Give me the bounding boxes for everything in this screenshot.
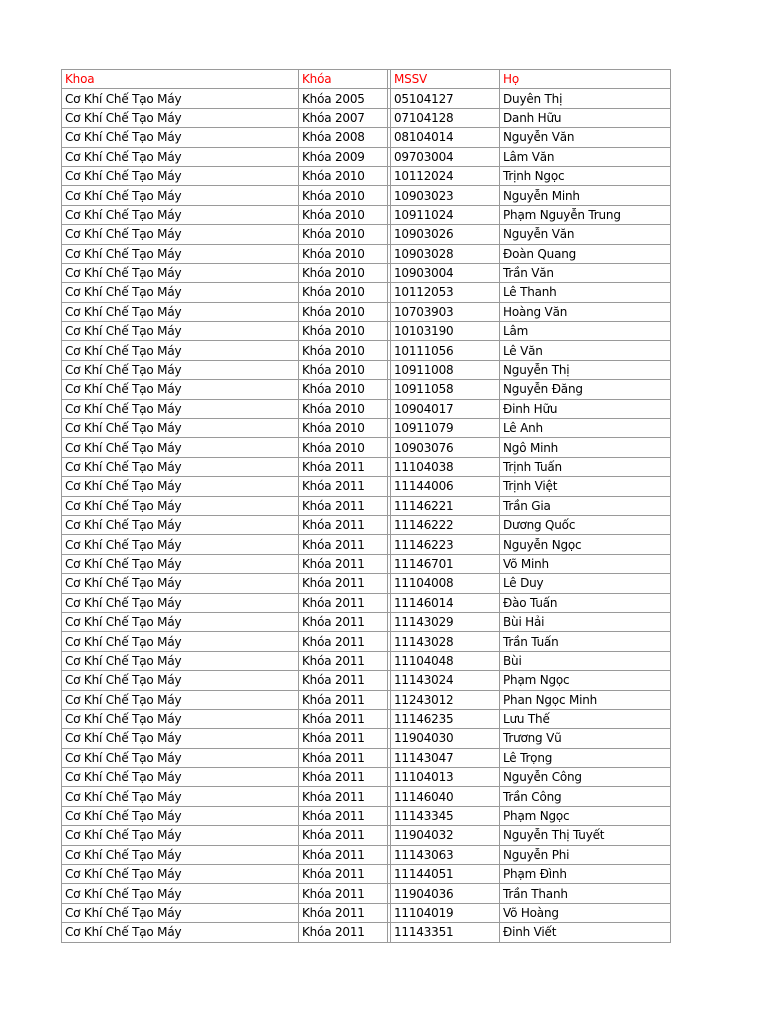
cell-mssv: 11104048 — [391, 651, 500, 670]
cell-khoahoc: Khóa 2011 — [299, 457, 388, 476]
cell-mssv: 11146223 — [391, 535, 500, 554]
cell-khoa: Cơ Khí Chế Tạo Máy — [62, 477, 299, 496]
cell-khoahoc: Khóa 2011 — [299, 923, 388, 942]
cell-khoahoc: Khóa 2011 — [299, 535, 388, 554]
cell-khoa: Cơ Khí Chế Tạo Máy — [62, 419, 299, 438]
table-row — [62, 457, 671, 476]
cell-khoa: Cơ Khí Chế Tạo Máy — [62, 593, 299, 612]
table-row — [62, 263, 671, 282]
table-row — [62, 787, 671, 806]
cell-mssv: 05104127 — [391, 89, 500, 108]
table-row — [62, 574, 671, 593]
cell-ho: Ngô Minh — [500, 438, 671, 457]
table-row — [62, 477, 671, 496]
cell-mssv: 10903028 — [391, 244, 500, 263]
cell-khoahoc: Khóa 2010 — [299, 244, 388, 263]
cell-ho: Lê Anh — [500, 419, 671, 438]
table-row — [62, 244, 671, 263]
cell-mssv: 10911008 — [391, 360, 500, 379]
table-row — [62, 593, 671, 612]
cell-ho: Nguyễn Phi — [500, 845, 671, 864]
cell-ho: Lê Duy — [500, 574, 671, 593]
cell-ho: Trần Văn — [500, 263, 671, 282]
cell-mssv: 11143028 — [391, 632, 500, 651]
cell-khoahoc: Khóa 2010 — [299, 263, 388, 282]
cell-khoa: Cơ Khí Chế Tạo Máy — [62, 884, 299, 903]
table-row — [62, 283, 671, 302]
cell-mssv: 11146701 — [391, 554, 500, 573]
cell-khoahoc: Khóa 2011 — [299, 865, 388, 884]
cell-khoa: Cơ Khí Chế Tạo Máy — [62, 690, 299, 709]
cell-mssv: 11904032 — [391, 826, 500, 845]
cell-mssv: 11146040 — [391, 787, 500, 806]
cell-khoa: Cơ Khí Chế Tạo Máy — [62, 341, 299, 360]
cell-ho: Nguyễn Công — [500, 768, 671, 787]
cell-khoa: Cơ Khí Chế Tạo Máy — [62, 554, 299, 573]
cell-khoahoc: Khóa 2010 — [299, 399, 388, 418]
cell-mssv: 11104013 — [391, 768, 500, 787]
table-row — [62, 399, 671, 418]
cell-mssv: 11104008 — [391, 574, 500, 593]
cell-khoahoc: Khóa 2008 — [299, 128, 388, 147]
cell-ho: Đinh Viết — [500, 923, 671, 942]
cell-khoahoc: Khóa 2011 — [299, 690, 388, 709]
cell-khoahoc: Khóa 2011 — [299, 787, 388, 806]
cell-mssv: 11146235 — [391, 709, 500, 728]
cell-mssv: 11143024 — [391, 671, 500, 690]
table-row — [62, 612, 671, 631]
header-khoa: Khoa — [62, 70, 299, 89]
cell-ho: Đoàn Quang — [500, 244, 671, 263]
table-row — [62, 845, 671, 864]
table-row — [62, 205, 671, 224]
table-row — [62, 554, 671, 573]
cell-khoahoc: Khóa 2005 — [299, 89, 388, 108]
cell-ho: Đinh Hữu — [500, 399, 671, 418]
cell-khoa: Cơ Khí Chế Tạo Máy — [62, 244, 299, 263]
cell-mssv: 10103190 — [391, 322, 500, 341]
cell-mssv: 11144006 — [391, 477, 500, 496]
table-row — [62, 108, 671, 127]
cell-khoahoc: Khóa 2010 — [299, 341, 388, 360]
cell-khoa: Cơ Khí Chế Tạo Máy — [62, 457, 299, 476]
cell-mssv: 09703004 — [391, 147, 500, 166]
cell-ho: Bùi Hải — [500, 612, 671, 631]
table-row — [62, 438, 671, 457]
cell-khoahoc: Khóa 2010 — [299, 205, 388, 224]
cell-ho: Bùi — [500, 651, 671, 670]
cell-khoahoc: Khóa 2010 — [299, 419, 388, 438]
table-body — [62, 89, 671, 942]
cell-ho: Phạm Nguyễn Trung — [500, 205, 671, 224]
cell-khoa: Cơ Khí Chế Tạo Máy — [62, 496, 299, 515]
cell-khoahoc: Khóa 2011 — [299, 496, 388, 515]
cell-khoahoc: Khóa 2011 — [299, 671, 388, 690]
cell-ho: Lê Trọng — [500, 748, 671, 767]
cell-mssv: 10911079 — [391, 419, 500, 438]
cell-mssv: 10903026 — [391, 225, 500, 244]
cell-mssv: 11243012 — [391, 690, 500, 709]
table-row — [62, 923, 671, 942]
cell-khoa: Cơ Khí Chế Tạo Máy — [62, 399, 299, 418]
cell-khoa: Cơ Khí Chế Tạo Máy — [62, 787, 299, 806]
cell-khoa: Cơ Khí Chế Tạo Máy — [62, 438, 299, 457]
cell-ho: Lâm — [500, 322, 671, 341]
table-row — [62, 322, 671, 341]
cell-khoa: Cơ Khí Chế Tạo Máy — [62, 748, 299, 767]
table-row — [62, 865, 671, 884]
cell-ho: Phạm Ngọc — [500, 671, 671, 690]
cell-mssv: 10112053 — [391, 283, 500, 302]
cell-mssv: 11146222 — [391, 515, 500, 534]
cell-khoahoc: Khóa 2011 — [299, 826, 388, 845]
cell-ho: Trần Gia — [500, 496, 671, 515]
cell-ho: Trần Tuấn — [500, 632, 671, 651]
cell-mssv: 11143063 — [391, 845, 500, 864]
cell-khoa: Cơ Khí Chế Tạo Máy — [62, 923, 299, 942]
cell-ho: Trương Vũ — [500, 729, 671, 748]
cell-ho: Phạm Đình — [500, 865, 671, 884]
cell-khoa: Cơ Khí Chế Tạo Máy — [62, 322, 299, 341]
cell-ho: Lê Thanh — [500, 283, 671, 302]
cell-khoahoc: Khóa 2011 — [299, 574, 388, 593]
table-row — [62, 515, 671, 534]
cell-ho: Nguyễn Văn — [500, 128, 671, 147]
cell-mssv: 11904030 — [391, 729, 500, 748]
table-row — [62, 748, 671, 767]
table-row — [62, 768, 671, 787]
cell-khoa: Cơ Khí Chế Tạo Máy — [62, 283, 299, 302]
cell-mssv: 11904036 — [391, 884, 500, 903]
cell-khoa: Cơ Khí Chế Tạo Máy — [62, 632, 299, 651]
cell-khoahoc: Khóa 2010 — [299, 380, 388, 399]
cell-mssv: 10112024 — [391, 166, 500, 185]
cell-khoa: Cơ Khí Chế Tạo Máy — [62, 225, 299, 244]
cell-khoahoc: Khóa 2011 — [299, 903, 388, 922]
table-row — [62, 806, 671, 825]
table-row — [62, 89, 671, 108]
cell-ho: Nguyễn Đăng — [500, 380, 671, 399]
cell-khoahoc: Khóa 2011 — [299, 593, 388, 612]
cell-mssv: 11146014 — [391, 593, 500, 612]
header-ho: Họ — [500, 70, 671, 89]
cell-khoahoc: Khóa 2010 — [299, 438, 388, 457]
cell-khoahoc: Khóa 2011 — [299, 748, 388, 767]
cell-ho: Lưu Thế — [500, 709, 671, 728]
table-row — [62, 826, 671, 845]
cell-ho: Lê Văn — [500, 341, 671, 360]
table-row — [62, 884, 671, 903]
cell-mssv: 10903023 — [391, 186, 500, 205]
cell-ho: Trần Thanh — [500, 884, 671, 903]
cell-khoa: Cơ Khí Chế Tạo Máy — [62, 574, 299, 593]
cell-khoahoc: Khóa 2010 — [299, 302, 388, 321]
cell-khoa: Cơ Khí Chế Tạo Máy — [62, 360, 299, 379]
cell-mssv: 11144051 — [391, 865, 500, 884]
cell-mssv: 10111056 — [391, 341, 500, 360]
cell-khoahoc: Khóa 2010 — [299, 322, 388, 341]
cell-khoa: Cơ Khí Chế Tạo Máy — [62, 186, 299, 205]
cell-ho: Nguyễn Ngọc — [500, 535, 671, 554]
cell-khoahoc: Khóa 2011 — [299, 845, 388, 864]
cell-mssv: 10903076 — [391, 438, 500, 457]
cell-mssv: 08104014 — [391, 128, 500, 147]
cell-ho: Phạm Ngọc — [500, 806, 671, 825]
cell-khoa: Cơ Khí Chế Tạo Máy — [62, 806, 299, 825]
cell-khoa: Cơ Khí Chế Tạo Máy — [62, 903, 299, 922]
cell-mssv: 10903004 — [391, 263, 500, 282]
cell-khoa: Cơ Khí Chế Tạo Máy — [62, 826, 299, 845]
cell-khoahoc: Khóa 2011 — [299, 651, 388, 670]
cell-khoahoc: Khóa 2011 — [299, 884, 388, 903]
cell-ho: Trịnh Việt — [500, 477, 671, 496]
table-row — [62, 632, 671, 651]
cell-khoa: Cơ Khí Chế Tạo Máy — [62, 89, 299, 108]
table-row — [62, 709, 671, 728]
cell-mssv: 11143351 — [391, 923, 500, 942]
table-row — [62, 360, 671, 379]
cell-mssv: 11104038 — [391, 457, 500, 476]
cell-khoa: Cơ Khí Chế Tạo Máy — [62, 263, 299, 282]
cell-khoahoc: Khóa 2010 — [299, 186, 388, 205]
cell-khoa: Cơ Khí Chế Tạo Máy — [62, 729, 299, 748]
table-row — [62, 341, 671, 360]
cell-khoa: Cơ Khí Chế Tạo Máy — [62, 380, 299, 399]
cell-ho: Danh Hữu — [500, 108, 671, 127]
cell-khoahoc: Khóa 2011 — [299, 768, 388, 787]
cell-khoahoc: Khóa 2011 — [299, 554, 388, 573]
header-khoahoc: Khóa — [299, 70, 388, 89]
cell-mssv: 10904017 — [391, 399, 500, 418]
cell-mssv: 10703903 — [391, 302, 500, 321]
table-row — [62, 186, 671, 205]
table-row — [62, 147, 671, 166]
cell-mssv: 11143047 — [391, 748, 500, 767]
cell-ho: Trịnh Ngọc — [500, 166, 671, 185]
table-row — [62, 651, 671, 670]
cell-ho: Đào Tuấn — [500, 593, 671, 612]
cell-khoa: Cơ Khí Chế Tạo Máy — [62, 128, 299, 147]
cell-khoa: Cơ Khí Chế Tạo Máy — [62, 651, 299, 670]
header-mssv: MSSV — [391, 70, 500, 89]
cell-khoahoc: Khóa 2011 — [299, 612, 388, 631]
cell-khoahoc: Khóa 2010 — [299, 166, 388, 185]
table-row — [62, 690, 671, 709]
table-row — [62, 496, 671, 515]
cell-khoahoc: Khóa 2011 — [299, 477, 388, 496]
cell-ho: Duyên Thị — [500, 89, 671, 108]
cell-khoahoc: Khóa 2007 — [299, 108, 388, 127]
cell-mssv: 10911024 — [391, 205, 500, 224]
table-row — [62, 903, 671, 922]
header-row — [62, 70, 671, 89]
cell-khoahoc: Khóa 2011 — [299, 709, 388, 728]
cell-khoa: Cơ Khí Chế Tạo Máy — [62, 515, 299, 534]
cell-ho: Trịnh Tuấn — [500, 457, 671, 476]
cell-mssv: 11146221 — [391, 496, 500, 515]
cell-khoa: Cơ Khí Chế Tạo Máy — [62, 845, 299, 864]
cell-khoa: Cơ Khí Chế Tạo Máy — [62, 302, 299, 321]
cell-ho: Nguyễn Thị — [500, 360, 671, 379]
table-row — [62, 166, 671, 185]
table-row — [62, 380, 671, 399]
cell-khoa: Cơ Khí Chế Tạo Máy — [62, 535, 299, 554]
cell-khoahoc: Khóa 2011 — [299, 729, 388, 748]
table-row — [62, 729, 671, 748]
cell-khoa: Cơ Khí Chế Tạo Máy — [62, 768, 299, 787]
cell-khoahoc: Khóa 2011 — [299, 515, 388, 534]
table-row — [62, 128, 671, 147]
cell-ho: Trần Công — [500, 787, 671, 806]
cell-ho: Phan Ngọc Minh — [500, 690, 671, 709]
cell-khoa: Cơ Khí Chế Tạo Máy — [62, 709, 299, 728]
cell-mssv: 07104128 — [391, 108, 500, 127]
student-table — [61, 69, 671, 943]
cell-mssv: 10911058 — [391, 380, 500, 399]
cell-khoahoc: Khóa 2011 — [299, 632, 388, 651]
cell-khoahoc: Khóa 2011 — [299, 806, 388, 825]
cell-ho: Võ Hoàng — [500, 903, 671, 922]
cell-ho: Nguyễn Văn — [500, 225, 671, 244]
table-row — [62, 225, 671, 244]
cell-khoa: Cơ Khí Chế Tạo Máy — [62, 147, 299, 166]
cell-khoahoc: Khóa 2010 — [299, 360, 388, 379]
cell-ho: Dương Quốc — [500, 515, 671, 534]
cell-mssv: 11143345 — [391, 806, 500, 825]
cell-khoahoc: Khóa 2010 — [299, 225, 388, 244]
cell-khoahoc: Khóa 2010 — [299, 283, 388, 302]
cell-ho: Nguyễn Thị Tuyết — [500, 826, 671, 845]
cell-ho: Võ Minh — [500, 554, 671, 573]
cell-khoahoc: Khóa 2009 — [299, 147, 388, 166]
cell-ho: Nguyễn Minh — [500, 186, 671, 205]
cell-khoa: Cơ Khí Chế Tạo Máy — [62, 205, 299, 224]
cell-khoa: Cơ Khí Chế Tạo Máy — [62, 166, 299, 185]
cell-khoa: Cơ Khí Chế Tạo Máy — [62, 865, 299, 884]
cell-mssv: 11104019 — [391, 903, 500, 922]
cell-khoa: Cơ Khí Chế Tạo Máy — [62, 671, 299, 690]
cell-khoa: Cơ Khí Chế Tạo Máy — [62, 108, 299, 127]
table-row — [62, 535, 671, 554]
cell-mssv: 11143029 — [391, 612, 500, 631]
table-row — [62, 671, 671, 690]
table-row — [62, 419, 671, 438]
cell-ho: Hoàng Văn — [500, 302, 671, 321]
table-row — [62, 302, 671, 321]
cell-khoa: Cơ Khí Chế Tạo Máy — [62, 612, 299, 631]
cell-ho: Lâm Văn — [500, 147, 671, 166]
